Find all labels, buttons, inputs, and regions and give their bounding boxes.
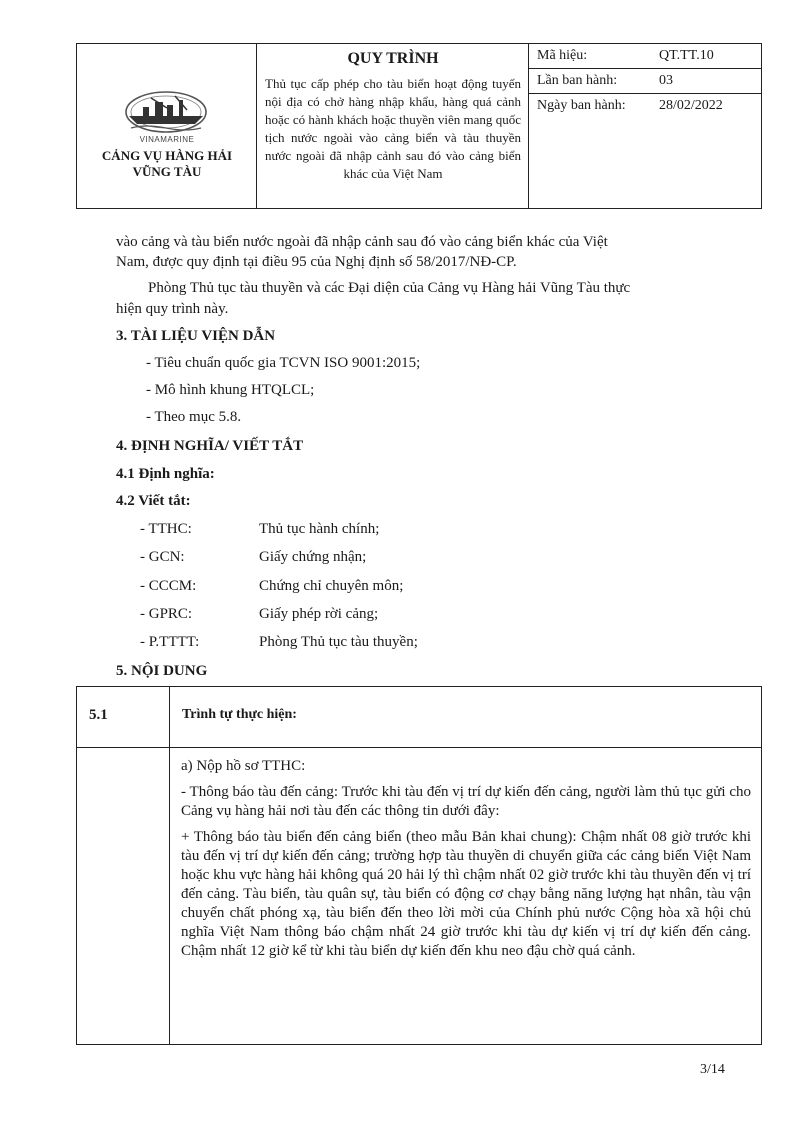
- abbreviation-term: - GCN:: [140, 549, 185, 565]
- row-title: Trình tự thực hiện:: [182, 707, 297, 722]
- procedure-title: QUY TRÌNH: [347, 50, 439, 67]
- meta-row-code: Mã hiệu: QT.TT.10: [529, 44, 761, 69]
- table-divider: [169, 687, 170, 1044]
- intro-line: Nam, được quy định tại điều 95 của Nghị định số 58/2017/NĐ-CP.: [116, 254, 517, 270]
- abbreviation-meaning: Giấy chứng nhận;: [259, 549, 367, 565]
- content-paragraph: a) Nộp hồ sơ TTHC:: [181, 758, 306, 774]
- abbreviation-meaning: Thủ tục hành chính;: [259, 521, 380, 537]
- section-5-heading: 5. NỘI DUNG: [116, 663, 208, 679]
- section-4-heading: 4. ĐỊNH NGHĨA/ VIẾT TẮT: [116, 438, 304, 454]
- content-table: [76, 686, 762, 1045]
- meta-row-date: Ngày ban hành: 28/02/2022: [537, 98, 723, 113]
- abbreviation-meaning: Chứng chỉ chuyên môn;: [259, 578, 404, 594]
- header-table: [76, 43, 762, 209]
- abbreviation-term: - TTHC:: [140, 521, 192, 537]
- meta-row-issue: Lần ban hành: 03: [529, 69, 761, 94]
- reference-item: - Mô hình khung HTQLCL;: [146, 382, 315, 398]
- abbreviation-term: - CCCM:: [140, 578, 197, 594]
- intro-line: hiện quy trình này.: [116, 301, 229, 317]
- content-paragraph: - Thông báo tàu đến cảng: Trước khi tàu đến vị trí dự kiến đến cảng, người làm thủ tục gửi cho Cảng vụ hàng hải nơi tàu đến các thông tin dưới đây:: [181, 784, 751, 819]
- content-paragraph: + Thông báo tàu biển đến cảng biển (theo mẫu Bản khai chung): Chậm nhất 08 giờ trước khi tàu đến vị trí dự kiến đến cảng; trường hợp tàu thuyền di chuyển giữa các cảng biển Việt Nam hoặc khu vực hàng hải không quá 20 hải lý thì chậm nhất 02 giờ trước khi tàu thuyền đến vị trí đến cảng. Tàu biển, tàu quân sự, tàu biển có động cơ chạy bằng năng lượng hạt nhân, tàu vận chuyển chất phóng xạ, tàu biển đến theo lời mời của Chính phủ nước Cộng hòa xã hội chủ nghĩa Việt Nam thông báo chậm nhất 24 giờ trước khi tàu dự kiến vị trí dự kiến đến cảng. Chậm nhất 12 giờ kể từ khi tàu biển dự kiến đến khu neo đậu chờ quá cảnh.: [181, 829, 751, 959]
- intro-line: Phòng Thủ tục tàu thuyền và các Đại diện của Cảng vụ Hàng hải Vũng Tàu thực: [148, 280, 631, 296]
- row-content: [181, 757, 751, 968]
- vinamarine-ship-logo-icon: [121, 88, 211, 140]
- organization-name: CẢNG VỤ HÀNG HẢI VŨNG TÀU: [101, 148, 233, 179]
- logo-caption: VINAMARINE: [139, 135, 195, 144]
- definitions-heading: 4.1 Định nghĩa:: [116, 466, 215, 482]
- section-3-heading: 3. TÀI LIỆU VIỆN DẪN: [116, 328, 276, 344]
- abbreviation-term: - GPRC:: [140, 606, 193, 622]
- procedure-description: Thủ tục cấp phép cho tàu biển hoạt động tuyến nội địa có chở hàng nhập khẩu, hàng quá cảnh hoặc có hành khách hoặc thuyền viên mang quốc tịch nước ngoài vào cảng biển và tàu thuyền nước ngoài đã nhập cảnh sau đó vào cảng biển khác của Việt Nam: [265, 76, 521, 181]
- page-number: 3/14: [700, 1062, 725, 1077]
- document-meta-cell: [529, 44, 761, 208]
- intro-line: vào cảng và tàu biển nước ngoài đã nhập cảnh sau đó vào cảng biển khác của Việt: [116, 234, 608, 250]
- abbreviation-meaning: Phòng Thủ tục tàu thuyền;: [259, 634, 418, 650]
- table-divider: [77, 747, 761, 748]
- abbreviation-term: - P.TTTT:: [140, 634, 200, 650]
- row-number: 5.1: [89, 707, 108, 723]
- org-cell: [77, 44, 257, 208]
- reference-item: - Tiêu chuẩn quốc gia TCVN ISO 9001:2015;: [146, 355, 421, 371]
- procedure-cell: [257, 44, 529, 208]
- abbreviation-meaning: Giấy phép rời cảng;: [259, 606, 379, 622]
- abbreviations-heading: 4.2 Viết tắt:: [116, 493, 191, 509]
- reference-item: - Theo mục 5.8.: [146, 409, 242, 425]
